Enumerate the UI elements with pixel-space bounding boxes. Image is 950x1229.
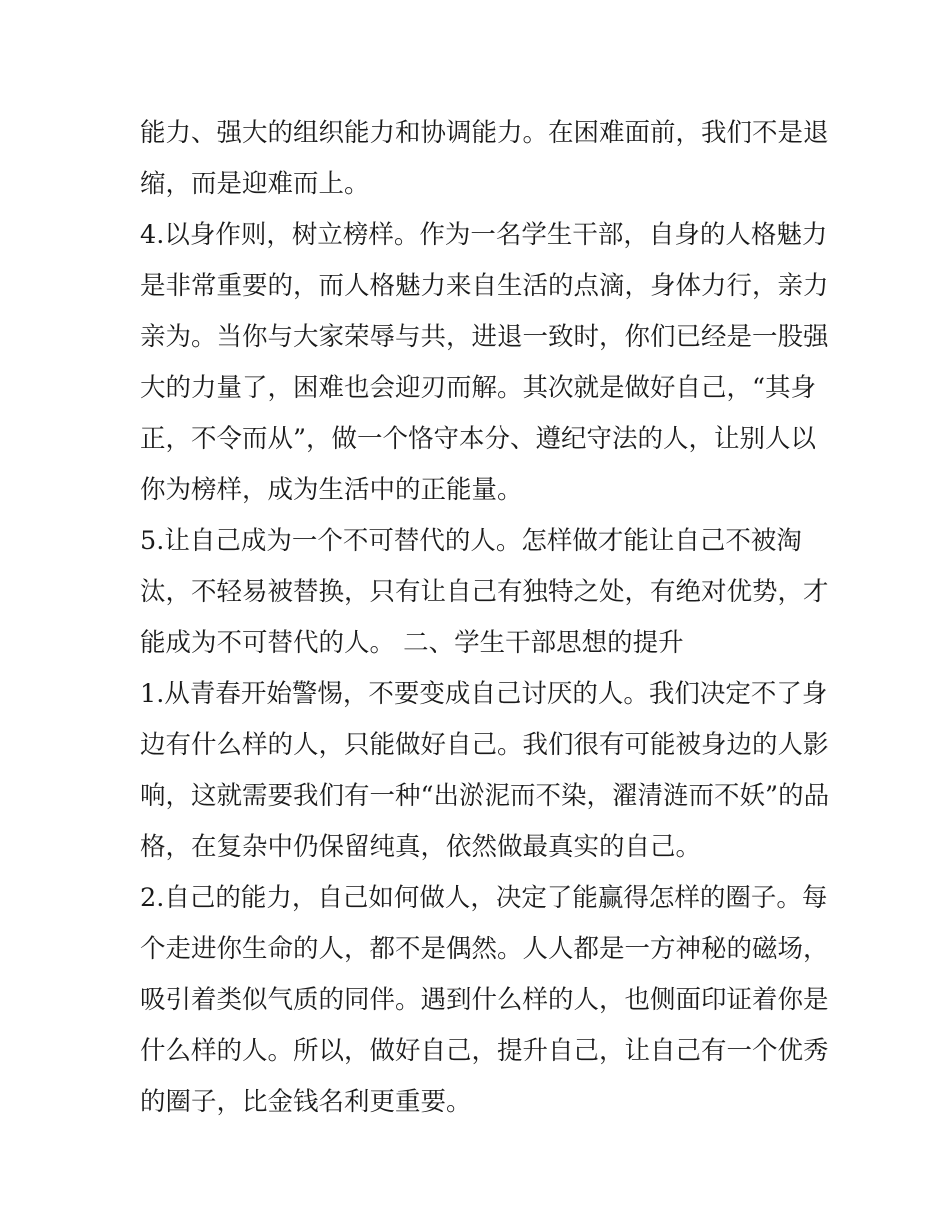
- text-line: 4.以身作则，树立榜样。作为一名学生干部，自身的人格魅力: [140, 220, 828, 250]
- text-line: 5.让自己成为一个不可替代的人。怎样做才能让自己不被淘: [140, 526, 802, 556]
- text-line: 汰，不轻易被替换，只有让自己有独特之处，有绝对优势，才: [140, 577, 829, 607]
- text-line: 缩，而是迎难而上。: [140, 169, 370, 199]
- text-line: 大的力量了，困难也会迎刃而解。其次就是做好自己，“其身: [140, 373, 817, 403]
- text-line: 能成为不可替代的人。 二、学生干部思想的提升: [140, 628, 684, 658]
- text-line: 亲为。当你与大家荣辱与共，进退一致时，你们已经是一股强: [140, 322, 829, 352]
- text-line: 边有什么样的人，只能做好自己。我们很有可能被身边的人影: [140, 730, 829, 760]
- text-line: 的圈子，比金钱名利更重要。: [140, 1087, 472, 1117]
- text-line: 什么样的人。所以，做好自己，提升自己，让自己有一个优秀: [140, 1036, 829, 1066]
- text-line: 个走进你生命的人，都不是偶然。人人都是一方神秘的磁场，: [140, 934, 829, 964]
- text-line: 2.自己的能力，自己如何做人，决定了能赢得怎样的圈子。每: [140, 883, 828, 913]
- text-line: 响，这就需要我们有一种“出淤泥而不染，濯清涟而不妖”的品: [140, 781, 830, 811]
- text-line: 格，在复杂中仍保留纯真，依然做最真实的自己。: [140, 832, 702, 862]
- text-line: 能力、强大的组织能力和协调能力。在困难面前，我们不是退: [140, 118, 829, 148]
- text-line: 是非常重要的，而人格魅力来自生活的点滴，身体力行，亲力: [140, 271, 829, 301]
- text-line: 正，不令而从”，做一个恪守本分、遵纪守法的人，让别人以: [140, 424, 817, 454]
- text-line: 1.从青春开始警惕，不要变成自己讨厌的人。我们决定不了身: [140, 679, 828, 709]
- text-line: 吸引着类似气质的同伴。遇到什么样的人，也侧面印证着你是: [140, 985, 829, 1015]
- document-body: [140, 108, 830, 1128]
- text-line: 你为榜样，成为生活中的正能量。: [140, 475, 523, 505]
